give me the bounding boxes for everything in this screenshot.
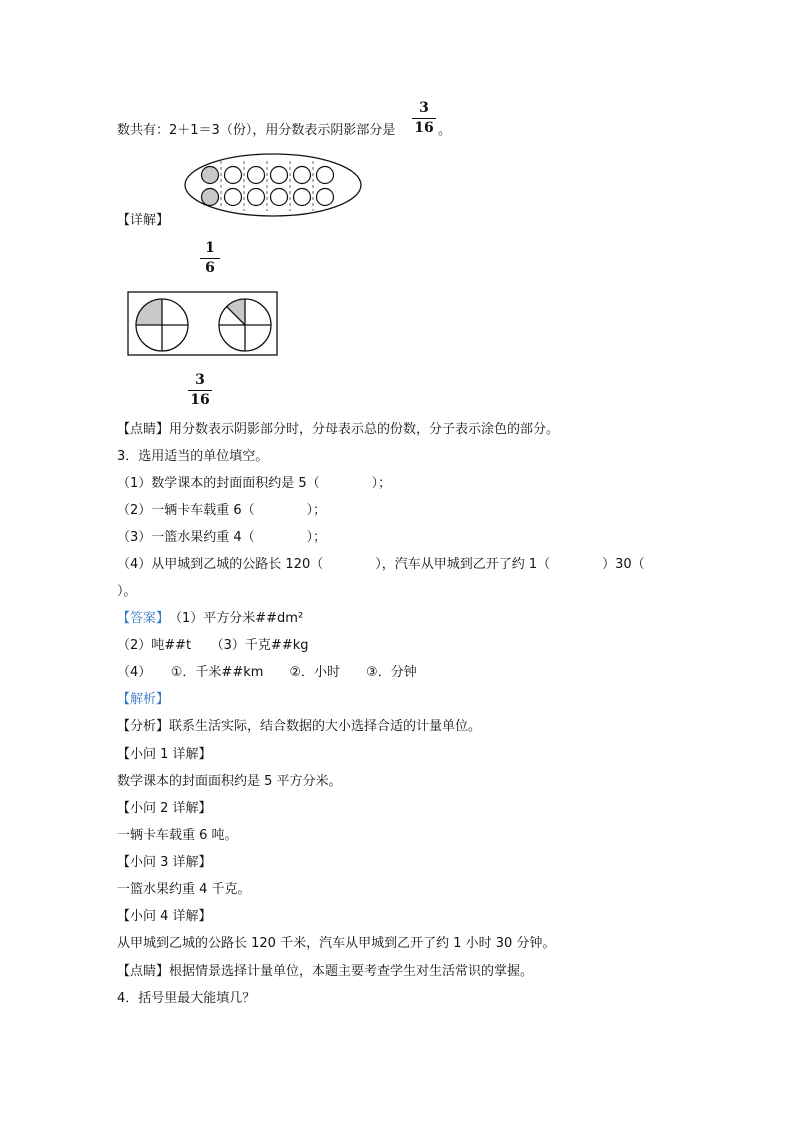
fraction-numerator: 3: [419, 100, 429, 116]
fraction-numerator: 1: [205, 240, 215, 256]
circle-0-3: [271, 167, 288, 184]
pie-figure: [127, 291, 279, 357]
answer-line-2: （2）吨##t （3）千克##kg: [117, 638, 309, 653]
step-1-head: 【小问 1 详解】: [117, 747, 212, 762]
q3-item-4-cont: ）。: [117, 584, 137, 599]
circle-1-5: [317, 189, 334, 206]
step-1-body: 数学课本的封面面积约是 5 平方分米。: [117, 774, 342, 789]
fraction-bar: [412, 118, 436, 119]
answer-line-3: （4） ①．千米##km ②．小时 ③．分钟: [117, 665, 417, 680]
ellipse-circles-figure: [183, 151, 363, 221]
top-line-text: 数共有：2＋1＝3（份），用分数表示阴影部分是: [117, 123, 396, 138]
circle-1-2: [248, 189, 265, 206]
fraction-bar: [188, 390, 212, 391]
circle-0-2: [248, 167, 265, 184]
circle-0-5: [317, 167, 334, 184]
q3-title: 3．选用适当的单位填空。: [117, 449, 269, 464]
fraction-3-16-top: [412, 100, 436, 136]
step-4-body: 从甲城到乙城的公路长 120 千米，汽车从甲城到乙开了约 1 小时 30 分钟。: [117, 936, 556, 951]
detail-label: 【详解】: [117, 213, 170, 228]
answer-label: 【答案】: [117, 611, 170, 626]
tip-1: 【点睛】用分数表示阴影部分时，分母表示总的份数，分子表示涂色的部分。: [117, 422, 560, 437]
fraction-denominator: 6: [205, 260, 215, 276]
analysis-label: 【解析】: [117, 692, 170, 707]
fraction-numerator: 3: [195, 372, 205, 388]
q3-item-3: （3）一篮水果约重 4（ ）；: [117, 530, 327, 545]
q3-item-4: （4）从甲城到乙城的公路长 120（ ），汽车从甲城到乙开了约 1（ ）30（: [117, 557, 645, 572]
top-line-tail: 。: [438, 123, 452, 138]
step-4-head: 【小问 4 详解】: [117, 909, 212, 924]
answer-line-1: （1）平方分米##dm²: [169, 611, 304, 626]
step-3-head: 【小问 3 详解】: [117, 855, 212, 870]
step-2-body: 一辆卡车载重 6 吨。: [117, 828, 238, 843]
tip-2: 【点睛】根据情景选择计量单位，本题主要考查学生对生活常识的掌握。: [117, 964, 534, 979]
q4-title: 4．括号里最大能填几？: [117, 991, 256, 1006]
fraction-denominator: 16: [190, 392, 210, 408]
circle-1-4: [294, 189, 311, 206]
step-2-head: 【小问 2 详解】: [117, 801, 212, 816]
circle-1-0: [202, 189, 219, 206]
analysis-fenxi: 【分析】联系生活实际，结合数据的大小选择合适的计量单位。: [117, 719, 482, 734]
circle-0-0: [202, 167, 219, 184]
circle-1-1: [225, 189, 242, 206]
q3-item-1: （1）数学课本的封面面积约是 5（ ）；: [117, 476, 392, 491]
circle-1-3: [271, 189, 288, 206]
fraction-denominator: 16: [414, 120, 434, 136]
q3-item-2: （2）一辆卡车载重 6（ ）；: [117, 503, 327, 518]
fraction-3-16: [188, 372, 212, 408]
fraction-1-6: [200, 240, 220, 276]
circle-0-4: [294, 167, 311, 184]
step-3-body: 一篮水果约重 4 千克。: [117, 882, 251, 897]
circle-0-1: [225, 167, 242, 184]
fraction-bar: [200, 258, 220, 259]
